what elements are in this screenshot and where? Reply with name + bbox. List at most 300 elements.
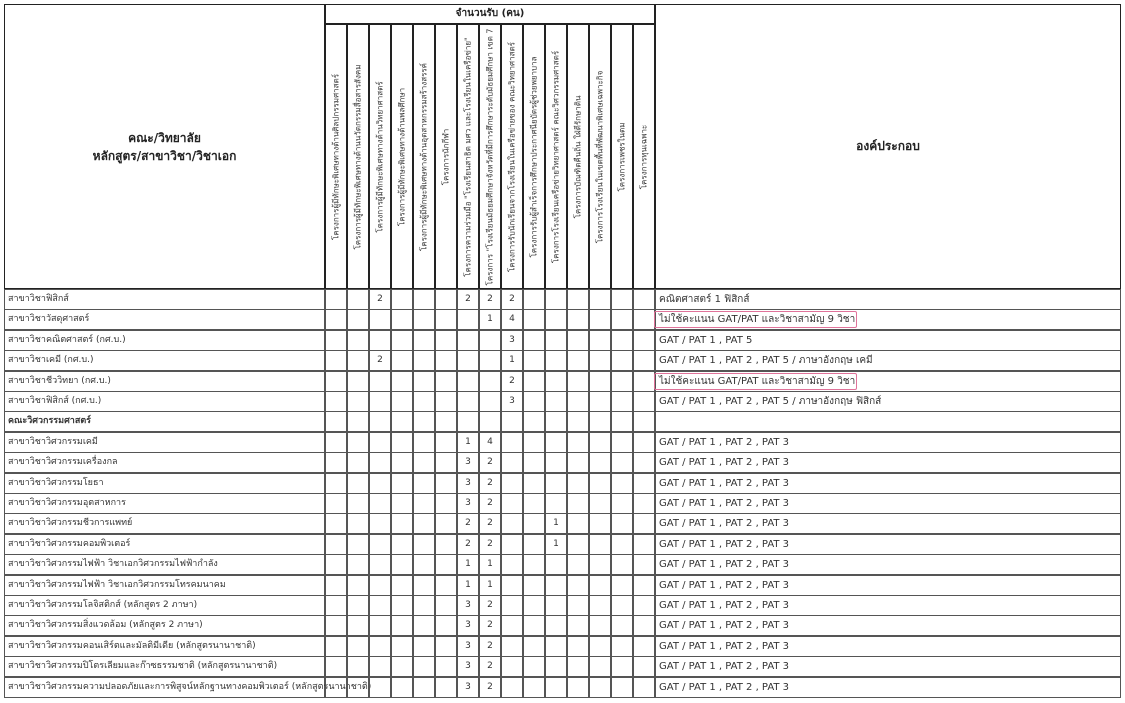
quota-cell: [325, 595, 347, 616]
table-row: [4, 391, 1121, 412]
quota-cell: [633, 391, 655, 412]
quota-cell: [347, 289, 369, 310]
quota-cell: [413, 350, 435, 371]
quota-cell: [347, 615, 369, 636]
quota-cell: [545, 615, 567, 636]
quota-cell: [413, 371, 435, 392]
quota-cell: [435, 575, 457, 596]
quota-cell: 2: [369, 289, 391, 310]
quota-cell: [567, 391, 589, 412]
quota-cell: [325, 411, 347, 432]
quota-cell: [457, 411, 479, 432]
quota-cell: [633, 432, 655, 453]
quota-cell: [435, 473, 457, 494]
quota-cell: [567, 350, 589, 371]
quota-cell: [589, 452, 611, 473]
quota-cell: [501, 452, 523, 473]
quota-column-label: โครงการผู้มีทักษะพิเศษทางด้านศิลปกรรมศาสตร์: [331, 73, 341, 240]
quota-cell: [611, 289, 633, 310]
quota-cell: [347, 309, 369, 330]
quota-cell: [391, 452, 413, 473]
quota-cell: [347, 432, 369, 453]
table-row: [4, 452, 1121, 473]
quota-cell: [347, 636, 369, 657]
quota-cell: [457, 330, 479, 351]
quota-cell: [523, 595, 545, 616]
program-name-cell: สาขาวิชาวิศวกรรมปิโตรเลียมและก๊าซธรรมชาติ (หลักสูตรนานาชาติ): [4, 656, 325, 677]
quota-cell: [567, 615, 589, 636]
table-row: [4, 595, 1121, 616]
quota-cell: [325, 309, 347, 330]
components-cell: GAT / PAT 1 , PAT 2 , PAT 3: [655, 452, 1121, 473]
quota-cell: [413, 411, 435, 432]
quota-cell: [369, 309, 391, 330]
quota-cell: [435, 432, 457, 453]
quota-cell: [567, 473, 589, 494]
quota-group-header: จำนวนรับ (คน): [325, 4, 655, 24]
quota-cell: [545, 330, 567, 351]
table-row: [4, 575, 1121, 596]
program-name-cell: สาขาวิชาวิศวกรรมเครื่องกล: [4, 452, 325, 473]
quota-cell: [325, 677, 347, 698]
quota-cell: [435, 411, 457, 432]
quota-cell: [545, 595, 567, 616]
quota-cell: [501, 432, 523, 453]
quota-cell: [633, 309, 655, 330]
quota-cell: [391, 677, 413, 698]
quota-cell: [567, 677, 589, 698]
quota-cell: [369, 330, 391, 351]
quota-cell: [567, 432, 589, 453]
components-cell: GAT / PAT 1 , PAT 2 , PAT 3: [655, 677, 1121, 698]
quota-cell: [589, 636, 611, 657]
quota-cell: [589, 615, 611, 636]
quota-cell: [589, 391, 611, 412]
program-name-cell: สาขาวิชาวัสดุศาสตร์: [4, 309, 325, 330]
quota-cell: [567, 411, 589, 432]
quota-cell: [545, 493, 567, 514]
quota-cell: [435, 350, 457, 371]
quota-cell: [457, 309, 479, 330]
quota-cell: [501, 636, 523, 657]
quota-cell: [633, 350, 655, 371]
quota-cell: [435, 534, 457, 555]
quota-cell: [413, 513, 435, 534]
quota-cell: [523, 330, 545, 351]
quota-cell: 2: [479, 452, 501, 473]
quota-column-label: โครงการทุนเฉพาะ: [639, 124, 649, 189]
quota-cell: [633, 554, 655, 575]
quota-column-label: โครงการ "โรงเรียนมัธยมศึกษาจังหวัดที่มีการศึกษาระดับมัธยมศึกษา เขต 7: [485, 28, 495, 285]
quota-cell: [435, 636, 457, 657]
quota-column-header: [523, 24, 545, 289]
quota-cell: [589, 575, 611, 596]
components-header: องค์ประกอบ: [655, 4, 1121, 289]
quota-cell: [435, 677, 457, 698]
quota-cell: [435, 371, 457, 392]
quota-cell: [369, 513, 391, 534]
quota-cell: [589, 677, 611, 698]
quota-cell: [413, 452, 435, 473]
components-cell: GAT / PAT 1 , PAT 2 , PAT 3: [655, 493, 1121, 514]
quota-cell: [347, 391, 369, 412]
quota-cell: [391, 432, 413, 453]
quota-cell: [633, 473, 655, 494]
program-name-cell: สาขาวิชาวิศวกรรมโลจิสติกส์ (หลักสูตร 2 ภาษา): [4, 595, 325, 616]
quota-column-label: โครงการรับผู้สำเร็จการศึกษาประกาศนียบัตรผู้ช่วยพยาบาล: [529, 56, 539, 257]
quota-cell: [479, 330, 501, 351]
quota-cell: [611, 330, 633, 351]
quota-cell: [501, 677, 523, 698]
components-cell: GAT / PAT 1 , PAT 2 , PAT 3: [655, 595, 1121, 616]
program-name-cell: สาขาวิชาวิศวกรรมคอนเสิร์ตและมัลติมีเดีย (หลักสูตรนานาชาติ): [4, 636, 325, 657]
quota-cell: [633, 636, 655, 657]
quota-column-label: โครงการโรงเรียนเครือข่ายวิทยาศาสตร์ คณะวิศวกรรมศาสตร์: [551, 50, 561, 263]
quota-cell: 2: [369, 350, 391, 371]
quota-cell: [391, 615, 413, 636]
table-row: [4, 330, 1121, 351]
quota-cell: [611, 473, 633, 494]
quota-cell: [501, 513, 523, 534]
quota-cell: [523, 452, 545, 473]
quota-cell: [391, 330, 413, 351]
quota-cell: 2: [479, 595, 501, 616]
quota-cell: [369, 534, 391, 555]
table-row: [4, 615, 1121, 636]
quota-cell: [325, 289, 347, 310]
quota-column-label: โครงการผู้มีทักษะพิเศษทางด้านนวัตกรรมสื่อสารสังคม: [353, 64, 363, 249]
quota-cell: 1: [457, 575, 479, 596]
table-row: [4, 473, 1121, 494]
quota-cell: [633, 534, 655, 555]
quota-column-header: [435, 24, 457, 289]
components-cell: GAT / PAT 1 , PAT 2 , PAT 3: [655, 534, 1121, 555]
quota-cell: [523, 432, 545, 453]
quota-cell: [391, 391, 413, 412]
quota-cell: 2: [479, 677, 501, 698]
quota-cell: [567, 513, 589, 534]
quota-cell: 2: [479, 656, 501, 677]
quota-cell: [523, 493, 545, 514]
quota-cell: [413, 677, 435, 698]
table-row: [4, 677, 1121, 698]
faculty-header: [4, 4, 325, 289]
quota-cell: [325, 656, 347, 677]
quota-cell: [325, 534, 347, 555]
quota-cell: [347, 452, 369, 473]
quota-cell: 1: [479, 575, 501, 596]
quota-cell: 1: [479, 554, 501, 575]
quota-cell: [413, 473, 435, 494]
quota-cell: [545, 371, 567, 392]
quota-column-header: [457, 24, 479, 289]
quota-cell: [523, 473, 545, 494]
quota-column-header: [545, 24, 567, 289]
table-row: [4, 656, 1121, 677]
quota-cell: [435, 330, 457, 351]
quota-cell: [369, 391, 391, 412]
quota-cell: [567, 452, 589, 473]
quota-column-label: โครงการผู้มีทักษะพิเศษทางด้านวิทยาศาสตร์: [375, 80, 385, 233]
components-cell: ไม่ใช้คะแนน GAT/PAT และวิชาสามัญ 9 วิชา: [655, 309, 1121, 330]
quota-cell: [369, 554, 391, 575]
quota-cell: 1: [501, 350, 523, 371]
quota-cell: [435, 615, 457, 636]
quota-cell: 2: [457, 289, 479, 310]
quota-cell: 1: [457, 554, 479, 575]
quota-cell: [413, 636, 435, 657]
quota-cell: [457, 350, 479, 371]
quota-cell: [369, 452, 391, 473]
quota-column-label: โครงการผู้มีทักษะพิเศษทางด้านพลศึกษา: [397, 87, 407, 226]
components-cell: GAT / PAT 1 , PAT 2 , PAT 3: [655, 513, 1121, 534]
quota-cell: [567, 371, 589, 392]
components-cell: GAT / PAT 1 , PAT 5: [655, 330, 1121, 351]
quota-cell: [589, 473, 611, 494]
quota-cell: [413, 391, 435, 412]
quota-column-header: [589, 24, 611, 289]
quota-cell: [523, 656, 545, 677]
table-row: [4, 493, 1121, 514]
quota-cell: 2: [479, 473, 501, 494]
quota-cell: [501, 411, 523, 432]
components-cell: GAT / PAT 1 , PAT 2 , PAT 3: [655, 575, 1121, 596]
quota-cell: [501, 473, 523, 494]
quota-cell: [523, 309, 545, 330]
quota-cell: [545, 554, 567, 575]
quota-cell: [611, 432, 633, 453]
quota-cell: [611, 493, 633, 514]
quota-cell: [369, 371, 391, 392]
program-name-cell: สาขาวิชาคณิตศาสตร์ (กศ.บ.): [4, 330, 325, 351]
table-row: [4, 636, 1121, 657]
program-name-cell: สาขาวิชาวิศวกรรมโยธา: [4, 473, 325, 494]
quota-cell: [413, 432, 435, 453]
quota-cell: [633, 371, 655, 392]
components-cell: GAT / PAT 1 , PAT 2 , PAT 3: [655, 656, 1121, 677]
quota-cell: [523, 636, 545, 657]
quota-cell: [391, 350, 413, 371]
quota-cell: [523, 575, 545, 596]
faculty-header-line1: คณะ/วิทยาลัย: [128, 130, 201, 145]
quota-cell: 4: [479, 432, 501, 453]
quota-column-label: โครงการบัณฑิตคืนถิ่น ใฝ่ดีรักษาดิน: [573, 95, 583, 218]
quota-cell: 3: [501, 391, 523, 412]
quota-cell: [589, 289, 611, 310]
quota-column-header: [479, 24, 501, 289]
quota-cell: [589, 656, 611, 677]
quota-cell: [545, 636, 567, 657]
quota-cell: [413, 575, 435, 596]
quota-cell: [523, 411, 545, 432]
quota-cell: [589, 432, 611, 453]
quota-cell: [501, 656, 523, 677]
quota-cell: 2: [479, 289, 501, 310]
quota-cell: [347, 595, 369, 616]
quota-cell: [567, 534, 589, 555]
quota-column-header: [369, 24, 391, 289]
table-row: [4, 411, 1121, 432]
quota-cell: [347, 677, 369, 698]
table-row: [4, 513, 1121, 534]
quota-cell: [545, 391, 567, 412]
quota-cell: [523, 534, 545, 555]
quota-cell: [413, 330, 435, 351]
components-cell: GAT / PAT 1 , PAT 2 , PAT 3: [655, 432, 1121, 453]
quota-column-header: [325, 24, 347, 289]
quota-cell: [435, 554, 457, 575]
quota-cell: [567, 309, 589, 330]
quota-cell: [523, 554, 545, 575]
quota-cell: [413, 595, 435, 616]
quota-cell: 2: [479, 615, 501, 636]
quota-cell: [369, 615, 391, 636]
quota-cell: [633, 330, 655, 351]
components-cell: GAT / PAT 1 , PAT 2 , PAT 3: [655, 636, 1121, 657]
quota-cell: [611, 534, 633, 555]
quota-cell: [567, 330, 589, 351]
quota-cell: [413, 656, 435, 677]
quota-cell: [347, 575, 369, 596]
quota-cell: [325, 432, 347, 453]
quota-cell: [413, 493, 435, 514]
components-cell: GAT / PAT 1 , PAT 2 , PAT 5 / ภาษาอังกฤษ ฟิสิกส์: [655, 391, 1121, 412]
quota-column-label: โครงการนักกีฬา: [441, 128, 451, 185]
table-row: [4, 289, 1121, 310]
quota-cell: [523, 513, 545, 534]
quota-cell: [325, 391, 347, 412]
program-name-cell: สาขาวิชาวิศวกรรมสิ่งแวดล้อม (หลักสูตร 2 ภาษา): [4, 615, 325, 636]
quota-cell: [545, 575, 567, 596]
quota-column-header: [347, 24, 369, 289]
quota-cell: [347, 350, 369, 371]
quota-cell: 3: [457, 595, 479, 616]
quota-cell: 1: [479, 309, 501, 330]
quota-cell: [633, 513, 655, 534]
quota-cell: [479, 350, 501, 371]
quota-cell: [589, 595, 611, 616]
quota-cell: [633, 615, 655, 636]
quota-cell: [457, 371, 479, 392]
program-name-cell: สาขาวิชาวิศวกรรมชีวการแพทย์: [4, 513, 325, 534]
quota-cell: 3: [501, 330, 523, 351]
table-row: [4, 554, 1121, 575]
quota-cell: [369, 411, 391, 432]
program-name-cell: สาขาวิชาวิศวกรรมคอมพิวเตอร์: [4, 534, 325, 555]
quota-cell: 2: [501, 289, 523, 310]
quota-cell: [413, 534, 435, 555]
quota-column-header: [633, 24, 655, 289]
quota-cell: [325, 615, 347, 636]
quota-cell: [347, 513, 369, 534]
quota-cell: 2: [479, 513, 501, 534]
quota-cell: [347, 554, 369, 575]
quota-cell: [391, 473, 413, 494]
program-name-cell: สาขาวิชาวิศวกรรมไฟฟ้า วิชาเอกวิศวกรรมโทรคมนาคม: [4, 575, 325, 596]
quota-cell: [435, 595, 457, 616]
quota-column-header: [501, 24, 523, 289]
quota-cell: [589, 350, 611, 371]
quota-cell: [567, 289, 589, 310]
quota-column-header: [567, 24, 589, 289]
quota-cell: [545, 473, 567, 494]
quota-cell: [611, 391, 633, 412]
quota-column-label: โครงการรับนักเรียนจากโรงเรียนในเครือข่ายของ คณะวิทยาศาสตร์: [507, 41, 517, 272]
program-name-cell: สาขาวิชาชีววิทยา (กศ.บ.): [4, 371, 325, 392]
quota-cell: [523, 677, 545, 698]
quota-cell: [413, 309, 435, 330]
quota-cell: [435, 513, 457, 534]
quota-cell: 1: [545, 534, 567, 555]
table-row: [4, 350, 1121, 371]
quota-cell: [325, 554, 347, 575]
components-cell: คณิตศาสตร์ 1 ฟิสิกส์: [655, 289, 1121, 310]
quota-column-header: [413, 24, 435, 289]
quota-cell: [369, 677, 391, 698]
quota-cell: [369, 473, 391, 494]
faculty-header-line2: หลักสูตร/สาขาวิชา/วิชาเอก: [92, 148, 237, 163]
quota-cell: [479, 371, 501, 392]
components-cell: ไม่ใช้คะแนน GAT/PAT และวิชาสามัญ 9 วิชา: [655, 371, 1121, 392]
table-row: [4, 534, 1121, 555]
quota-cell: [391, 289, 413, 310]
quota-cell: [523, 615, 545, 636]
quota-cell: [611, 452, 633, 473]
quota-cell: [391, 595, 413, 616]
quota-cell: [611, 575, 633, 596]
quota-cell: [347, 473, 369, 494]
quota-cell: [501, 493, 523, 514]
quota-cell: [325, 575, 347, 596]
quota-cell: 2: [479, 534, 501, 555]
program-name-cell: สาขาวิชาฟิสิกส์: [4, 289, 325, 310]
quota-cell: 4: [501, 309, 523, 330]
quota-cell: [347, 656, 369, 677]
quota-cell: [567, 595, 589, 616]
quota-cell: [589, 554, 611, 575]
components-cell: GAT / PAT 1 , PAT 2 , PAT 3: [655, 473, 1121, 494]
quota-cell: [479, 411, 501, 432]
quota-cell: [391, 534, 413, 555]
quota-column-header: [611, 24, 633, 289]
quota-cell: [391, 575, 413, 596]
quota-cell: [633, 411, 655, 432]
quota-column-header: [391, 24, 413, 289]
quota-cell: [435, 309, 457, 330]
quota-cell: [325, 473, 347, 494]
quota-cell: [501, 575, 523, 596]
program-name-cell: สาขาวิชาวิศวกรรมไฟฟ้า วิชาเอกวิศวกรรมไฟฟ้ากำลัง: [4, 554, 325, 575]
quota-cell: [347, 534, 369, 555]
quota-cell: 2: [479, 493, 501, 514]
quota-cell: [369, 432, 391, 453]
quota-cell: [391, 656, 413, 677]
program-name-cell: คณะวิศวกรรมศาสตร์: [4, 411, 325, 432]
quota-cell: [325, 636, 347, 657]
quota-cell: [567, 656, 589, 677]
quota-cell: [325, 513, 347, 534]
quota-cell: [435, 391, 457, 412]
quota-cell: [501, 534, 523, 555]
quota-cell: [369, 636, 391, 657]
quota-cell: [567, 575, 589, 596]
quota-cell: [435, 656, 457, 677]
quota-column-label: โครงการโรงเรียนในเขตพื้นที่พัฒนาพิเศษเฉพาะกิจ: [595, 70, 605, 243]
quota-cell: [567, 636, 589, 657]
quota-cell: [611, 677, 633, 698]
quota-cell: [501, 595, 523, 616]
quota-cell: 2: [457, 513, 479, 534]
